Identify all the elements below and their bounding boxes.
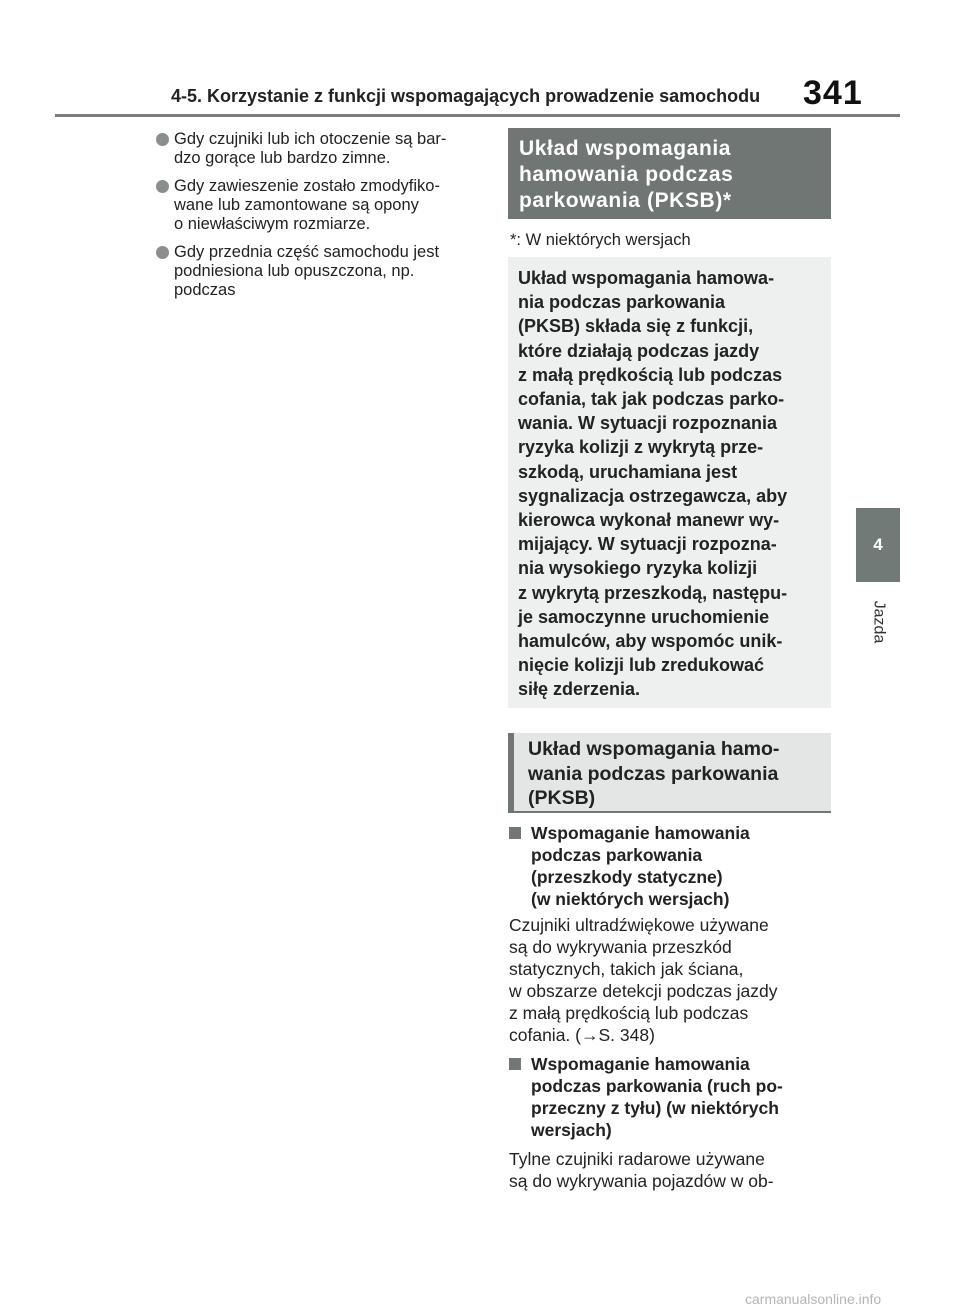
text-line: wane lub zamontowane są opony — [174, 196, 419, 214]
text-line: podniesiona lub opuszczona, np. — [174, 262, 415, 280]
title-line: podczas parkowania (ruch po- — [531, 1076, 783, 1096]
title-line: podczas parkowania — [531, 845, 703, 865]
title-line: Wspomaganie hamowania — [531, 823, 750, 843]
text-line: dzo gorące lub bardzo zimne. — [174, 149, 391, 167]
text-line: kierowca wykonał manewr wy- — [518, 510, 780, 531]
text-line: nia wysokiego ryzyka kolizji — [518, 558, 758, 579]
chapter-label: Jazda — [870, 600, 888, 644]
text-line: które działają podczas jazdy — [518, 340, 760, 361]
title-line: Układ wspomagania hamo- — [528, 738, 780, 760]
version-footnote: *: W niektórych wersjach — [510, 231, 691, 249]
text-line: statycznych, takich jak ściana, — [509, 959, 744, 979]
list-item — [156, 177, 486, 234]
chapter-tab[interactable]: 4 — [856, 508, 900, 582]
text-line: sygnalizacja ostrzegawcza, aby — [518, 485, 788, 506]
page-reference-link[interactable]: cofania. (→S. 348) — [509, 1025, 655, 1045]
text-line: hamulców, aby wspomóc unik- — [518, 631, 783, 652]
list-item — [156, 243, 486, 300]
title-line: (PKSB) — [528, 787, 596, 809]
text-line: o niewłaściwym rozmiarze. — [174, 215, 371, 233]
item-title-static-obstacles — [509, 822, 834, 910]
text-line: cofania, tak jak podczas parko- — [518, 389, 785, 410]
condition-bullet-list — [156, 130, 486, 309]
bullet-dot-icon — [156, 246, 169, 259]
text-line: ryzyka kolizji z wykrytą prze- — [518, 437, 764, 458]
watermark: carmanualsonline.info — [745, 1291, 882, 1307]
text-line: Gdy zawieszenie zostało zmodyfiko- — [174, 177, 440, 195]
text-line: szkodą, uruchamiana jest — [518, 461, 738, 482]
title-line: wania podczas parkowania — [528, 762, 779, 785]
title-line: przeczny z tyłu) (w niektórych — [531, 1098, 779, 1118]
text-line: z małą prędkością lub podczas — [518, 364, 783, 385]
title-line: Układ wspomagania — [519, 137, 732, 160]
text-line: Gdy przednia część samochodu jest — [174, 243, 440, 261]
text-line: je samoczynne uruchomienie — [518, 606, 770, 627]
title-line: (w niektórych wersjach) — [531, 889, 730, 909]
text-line: nia podczas parkowania — [518, 292, 726, 313]
section-title — [508, 128, 831, 219]
text-line: nięcie kolizji lub zredukować — [518, 655, 765, 676]
text-line: podczas — [174, 281, 236, 299]
intro-box — [508, 257, 831, 708]
item-body-rear-cross-traffic — [509, 1148, 834, 1192]
title-line: parkowania (PKSB)* — [519, 189, 732, 212]
item-body-static-obstacles — [509, 914, 834, 1046]
square-bullet-icon — [509, 1058, 521, 1070]
text-line: z wykrytą przeszkodą, następu- — [518, 582, 788, 603]
title-line: Wspomaganie hamowania — [531, 1054, 750, 1074]
square-bullet-icon — [509, 827, 521, 839]
text-line: Gdy czujniki lub ich otoczenie są bar- — [174, 130, 447, 148]
bullet-dot-icon — [156, 133, 169, 146]
text-line: są do wykrywania przeszkód — [509, 937, 732, 957]
page-header-title: 4-5. Korzystanie z funkcji wspomagających prowadzenie samochodu — [171, 86, 761, 106]
text-line: siłę zderzenia. — [518, 679, 641, 700]
title-line: hamowania podczas — [519, 163, 734, 186]
text-line: (PKSB) składa się z funkcji, — [518, 316, 754, 337]
text-line: mijający. W sytuacji rozpozna- — [518, 534, 777, 555]
text-line: Układ wspomagania hamowa- — [518, 268, 775, 288]
text-line: wania. W sytuacji rozpoznania — [518, 413, 778, 434]
item-title-rear-cross-traffic — [509, 1053, 834, 1141]
text-line: są do wykrywania pojazdów w ob- — [509, 1171, 774, 1191]
subsection-title — [508, 733, 831, 813]
page-number: 341 — [803, 74, 863, 112]
text-line: Tylne czujniki radarowe używane — [509, 1149, 765, 1169]
title-line: (przeszkody statyczne) — [531, 867, 723, 887]
bullet-dot-icon — [156, 180, 169, 193]
text-line: Czujniki ultradźwiękowe używane — [509, 915, 769, 935]
text-line: w obszarze detekcji podczas jazdy — [509, 981, 778, 1001]
text-line: z małą prędkością lub podczas — [509, 1003, 749, 1023]
list-item — [156, 130, 486, 168]
title-line: wersjach) — [531, 1120, 612, 1140]
header-rule — [55, 114, 900, 117]
